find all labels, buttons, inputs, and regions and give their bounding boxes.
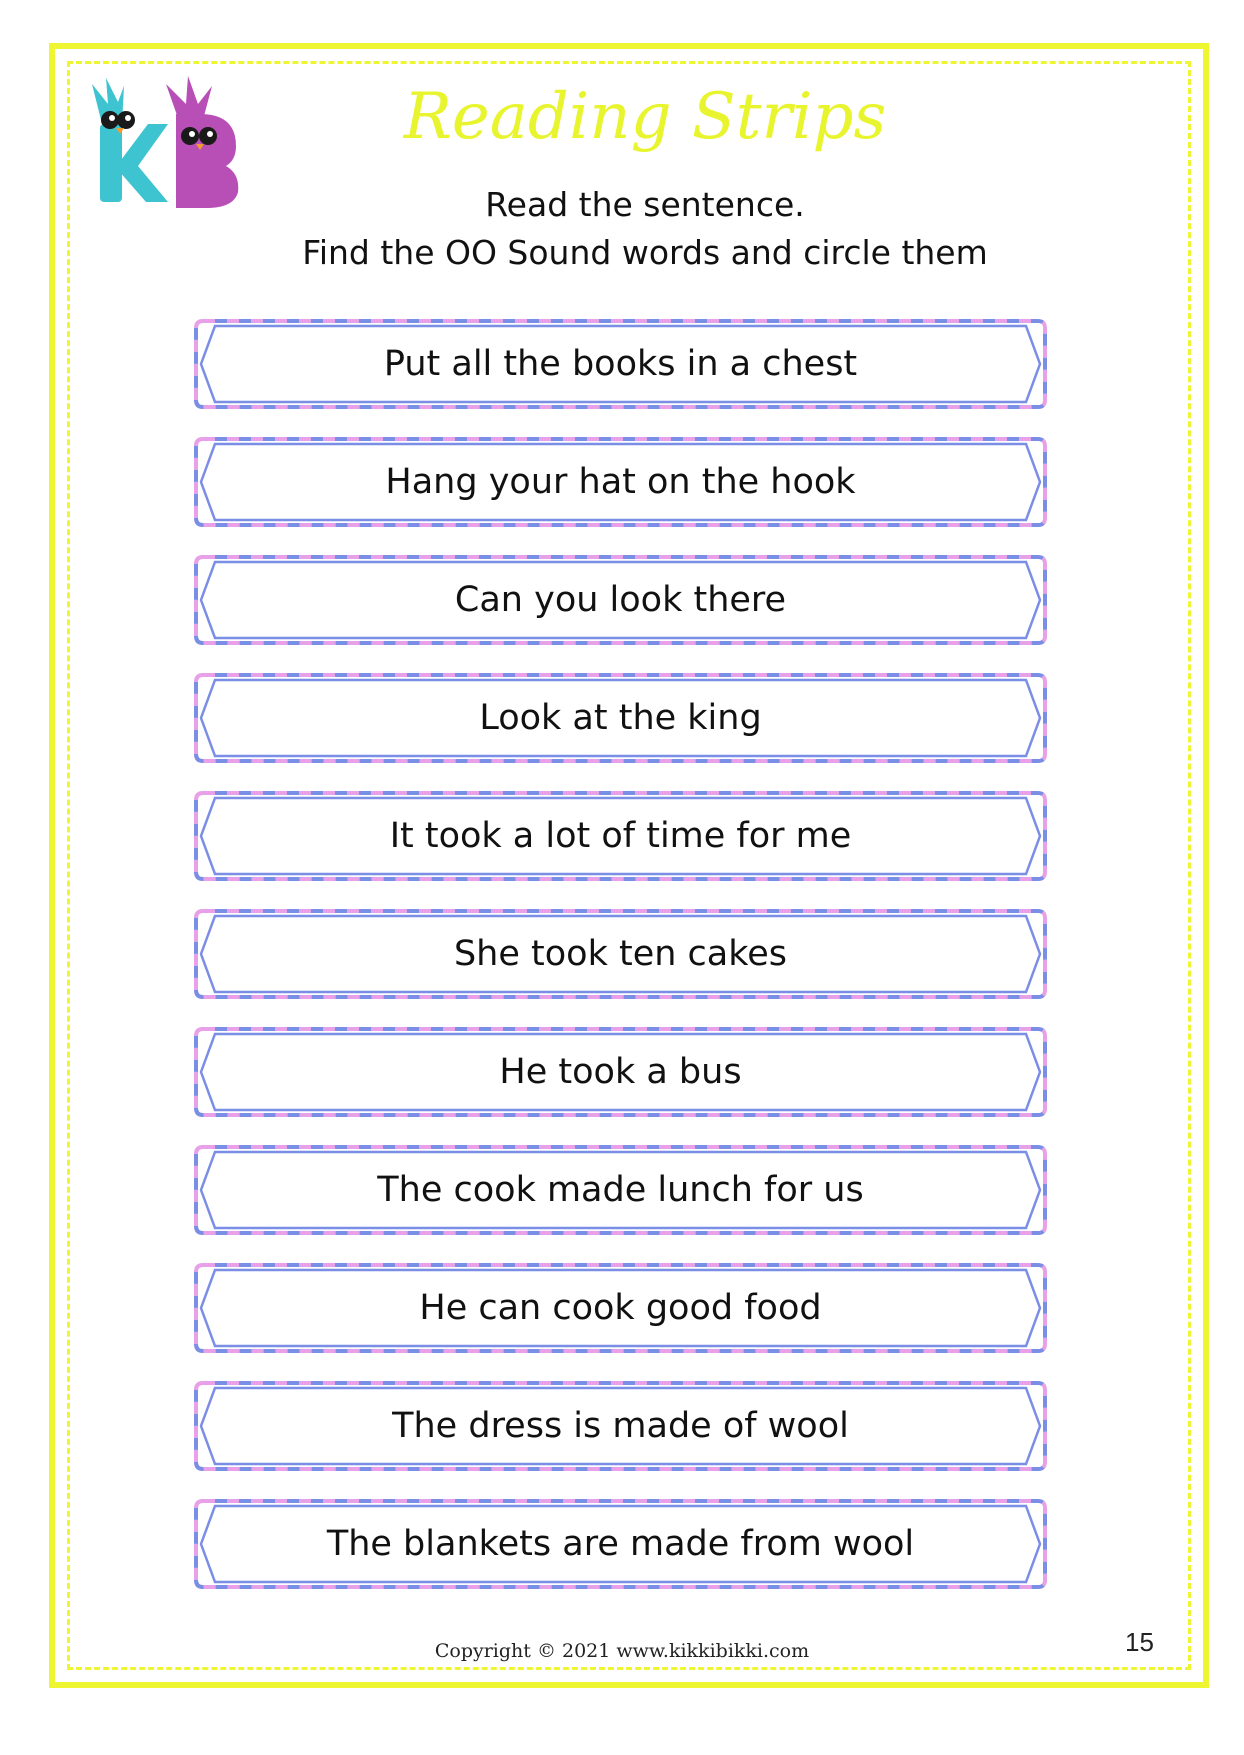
reading-strip[interactable] xyxy=(193,318,1048,410)
strip-sentence: The blankets are made from wool xyxy=(326,1524,915,1564)
strip-sentence: The dress is made of wool xyxy=(392,1406,849,1446)
page-title: Reading Strips xyxy=(403,80,887,154)
strip-sentence: She took ten cakes xyxy=(453,934,788,974)
reading-strip[interactable] xyxy=(193,1380,1048,1472)
reading-strip[interactable] xyxy=(193,790,1048,882)
strip-sentence: Hang your hat on the hook xyxy=(385,462,856,502)
page-number: 15 xyxy=(1125,1627,1154,1657)
strip-sentence: Can you look there xyxy=(454,580,787,620)
reading-strip[interactable] xyxy=(193,672,1048,764)
strip-sentence: He took a bus xyxy=(499,1052,742,1092)
reading-strip[interactable] xyxy=(193,436,1048,528)
reading-strip[interactable] xyxy=(193,1498,1048,1590)
strip-sentence: It took a lot of time for me xyxy=(389,816,852,856)
reading-strip[interactable] xyxy=(193,908,1048,1000)
strip-sentence: The cook made lunch for us xyxy=(377,1170,864,1210)
strip-sentence: Put all the books in a chest xyxy=(383,344,858,384)
reading-strip[interactable] xyxy=(193,554,1048,646)
reading-strip[interactable] xyxy=(193,1262,1048,1354)
reading-strip[interactable] xyxy=(193,1026,1048,1118)
strip-sentence: He can cook good food xyxy=(419,1288,822,1328)
reading-strip[interactable] xyxy=(193,1144,1048,1236)
strip-sentence: Look at the king xyxy=(479,698,762,738)
copyright-text: Copyright © 2021 www.kikkibikki.com xyxy=(434,1640,810,1662)
instruction-line-2: Find the OO Sound words and circle them xyxy=(302,233,988,272)
instruction-line-1: Read the sentence. xyxy=(485,185,805,224)
